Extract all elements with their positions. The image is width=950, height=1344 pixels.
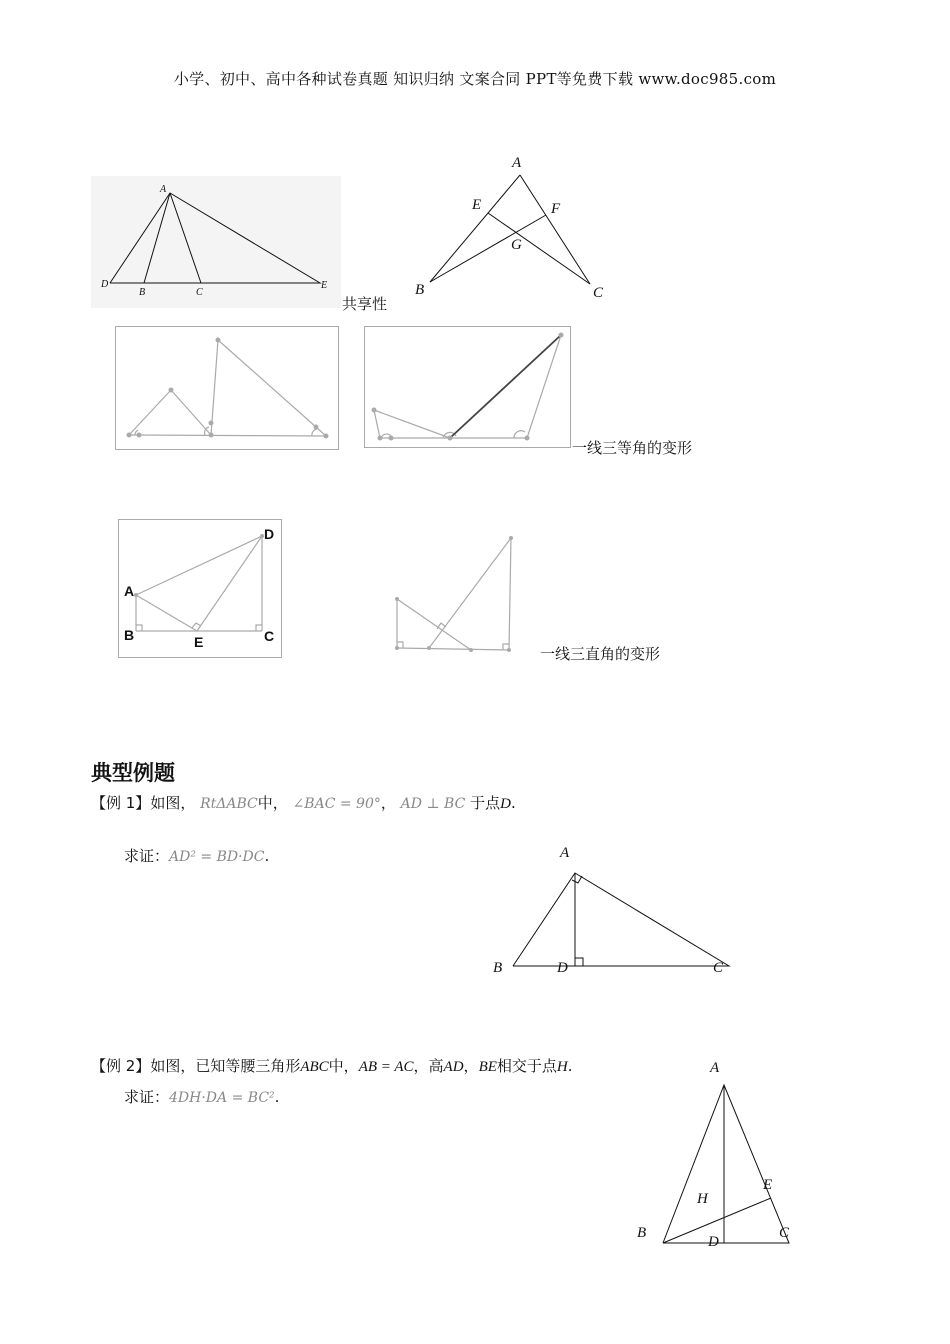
example2-text-b: 中， bbox=[328, 1057, 359, 1075]
caption-three-equal-angles: 一线三等角的变形 bbox=[572, 439, 693, 457]
example2-be: BE bbox=[478, 1059, 497, 1075]
example2-ad: AD bbox=[443, 1059, 464, 1075]
fig5-label-d: D bbox=[264, 526, 275, 542]
example2-h: H bbox=[556, 1059, 568, 1075]
example2-prove-end: . bbox=[274, 1088, 280, 1106]
ex2-label-a: A bbox=[710, 1060, 720, 1076]
fig2-label-b: B bbox=[415, 282, 425, 298]
fig2-label-c: C bbox=[593, 285, 604, 301]
ex1-label-a: A bbox=[560, 845, 570, 861]
ex2-label-b: B bbox=[637, 1225, 647, 1241]
example1-math-perp: AD ⊥ BC bbox=[400, 796, 466, 812]
ex2-label-h: H bbox=[697, 1191, 708, 1207]
example1-end: . bbox=[510, 794, 516, 812]
ex2-label-c: C bbox=[779, 1225, 790, 1241]
example2-text-d: ， bbox=[463, 1057, 479, 1075]
caption-three-right-angles: 一线三直角的变形 bbox=[540, 645, 661, 663]
caption-shared: 共享性 bbox=[342, 295, 388, 313]
fig5-label-c: C bbox=[264, 628, 275, 644]
example1-prove-label: 求证： bbox=[124, 847, 170, 865]
fig2-label-g: G bbox=[511, 237, 522, 253]
ex2-label-e: E bbox=[763, 1177, 773, 1193]
example2-prove-label: 求证： bbox=[124, 1088, 170, 1106]
fig1-label-e: E bbox=[321, 280, 328, 291]
fig5-label-a: A bbox=[124, 583, 135, 599]
fig1-label-c: C bbox=[196, 287, 203, 298]
example1-tail: 于点 bbox=[470, 794, 501, 812]
page-header: 小学、初中、高中各种试卷真题 知识归纳 文案合同 PPT等免费下载 www.doc985.com bbox=[173, 70, 777, 88]
fig1-label-a: A bbox=[160, 184, 167, 195]
example1-mid2: ， bbox=[380, 794, 396, 812]
fig1-label-d: D bbox=[101, 279, 109, 290]
fig1-label-b: B bbox=[139, 287, 146, 298]
ex2-label-d: D bbox=[708, 1234, 719, 1250]
example2-eq: AB = AC bbox=[358, 1059, 414, 1075]
example1-tag: 【例 1】 bbox=[91, 794, 151, 812]
ex1-label-b: B bbox=[493, 960, 503, 976]
example1-math-angle: ∠BAC = 90° bbox=[292, 796, 381, 812]
fig5-label-e: E bbox=[194, 634, 204, 650]
example2-end: . bbox=[567, 1057, 573, 1075]
fig5-label-b: B bbox=[124, 627, 135, 643]
example2-tag: 【例 2】 bbox=[91, 1057, 151, 1075]
example2-text-c: ，高 bbox=[413, 1057, 444, 1075]
example1-point: D bbox=[500, 796, 511, 812]
example1-prove-math: AD² = BD·DC bbox=[169, 849, 265, 865]
fig2-label-a: A bbox=[512, 155, 522, 171]
ex1-label-c: C bbox=[713, 960, 724, 976]
example1-prove-end: . bbox=[264, 847, 270, 865]
section-title: 典型例题 bbox=[91, 761, 175, 785]
ex1-label-d: D bbox=[557, 960, 568, 976]
fig2-label-f: F bbox=[551, 201, 561, 217]
example1-lead: 如图， bbox=[150, 794, 196, 812]
example2-abc: ABC bbox=[300, 1059, 329, 1075]
example2-prove-math: 4DH·DA = BC² bbox=[169, 1090, 275, 1106]
example1-math-rt-triangle: RtΔABC bbox=[200, 796, 258, 812]
example2-text-a: 如图，已知等腰三角形 bbox=[150, 1057, 301, 1075]
example1-mid1: 中， bbox=[257, 794, 288, 812]
example2-text-e: 相交于点 bbox=[496, 1057, 557, 1075]
fig2-label-e: E bbox=[472, 197, 482, 213]
